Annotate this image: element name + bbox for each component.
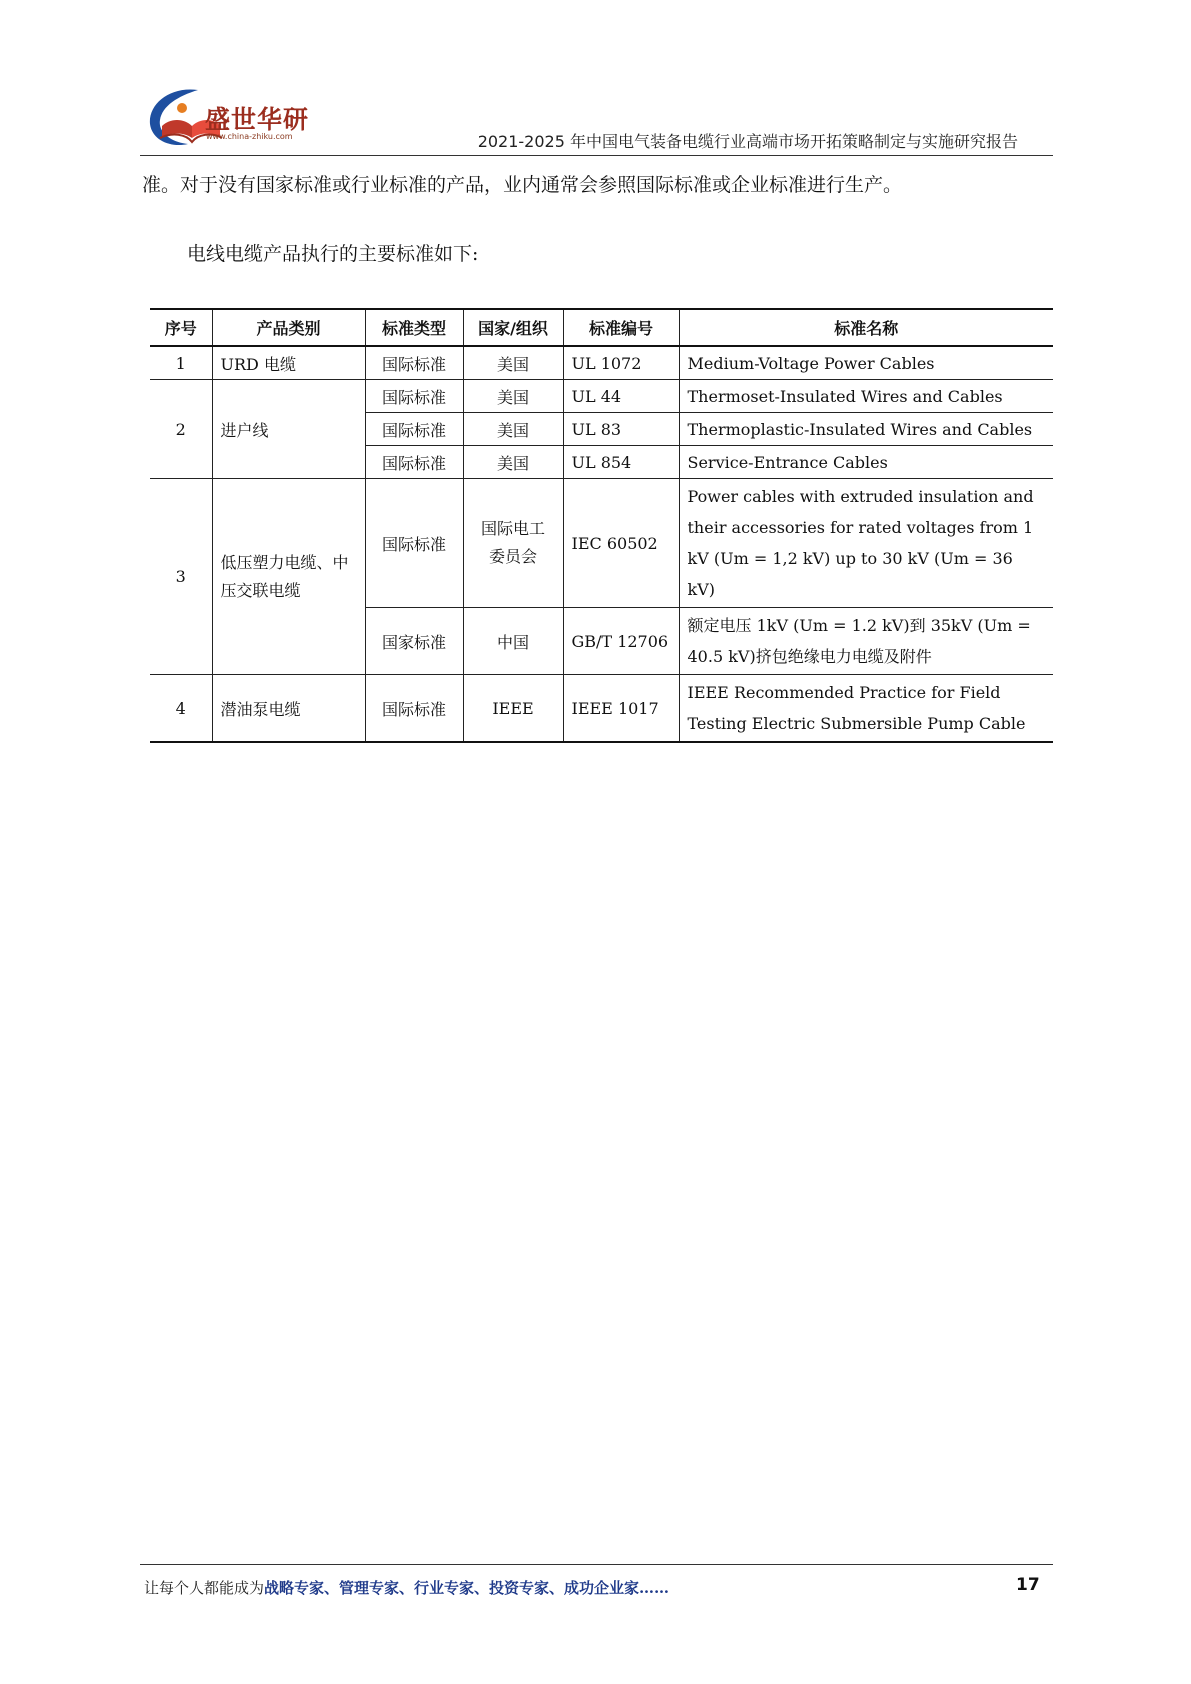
logo-text: 盛世华研 bbox=[205, 105, 310, 134]
cell-no: 3 bbox=[150, 479, 212, 675]
column-header: 标准编号 bbox=[563, 309, 679, 346]
cell-org: 中国 bbox=[463, 608, 563, 675]
table-header-row bbox=[150, 309, 1053, 346]
cell-name: Thermoplastic-Insulated Wires and Cables bbox=[679, 413, 1053, 446]
slogan-prefix: 让每个人都能成为 bbox=[144, 1579, 265, 1597]
page-header bbox=[0, 0, 1191, 160]
cell-type: 国际标准 bbox=[365, 413, 463, 446]
table-row bbox=[150, 380, 1053, 413]
column-header: 产品类别 bbox=[212, 309, 365, 346]
cell-category: 低压塑力电缆、中压交联电缆 bbox=[212, 479, 365, 675]
cell-type: 国际标准 bbox=[365, 380, 463, 413]
cell-code: UL 83 bbox=[563, 413, 679, 446]
column-header: 标准名称 bbox=[679, 309, 1053, 346]
cell-type: 国际标准 bbox=[365, 346, 463, 380]
cell-no: 2 bbox=[150, 380, 212, 479]
cell-code: IEC 60502 bbox=[563, 479, 679, 608]
cell-org: 美国 bbox=[463, 346, 563, 380]
cell-code: IEEE 1017 bbox=[563, 675, 679, 743]
cell-code: UL 1072 bbox=[563, 346, 679, 380]
cell-category: URD 电缆 bbox=[212, 346, 365, 380]
table-row bbox=[150, 346, 1053, 380]
logo-url: www.china-zhiku.com bbox=[206, 132, 293, 141]
cell-name: Medium-Voltage Power Cables bbox=[679, 346, 1053, 380]
cell-type: 国际标准 bbox=[365, 446, 463, 479]
cell-name: Power cables with extruded insulation and their accessories for rated voltages from 1 kV (Um = 1,2 kV) up to 30 kV (Um = 36 kV) bbox=[679, 479, 1053, 608]
cell-code: GB/T 12706 bbox=[563, 608, 679, 675]
table-intro: 电线电缆产品执行的主要标准如下: bbox=[187, 243, 479, 265]
cell-org: 美国 bbox=[463, 413, 563, 446]
cell-type: 国家标准 bbox=[365, 608, 463, 675]
cell-name: Service-Entrance Cables bbox=[679, 446, 1053, 479]
cell-type: 国际标准 bbox=[365, 479, 463, 608]
cell-category: 进户线 bbox=[212, 380, 365, 479]
cell-name: Thermoset-Insulated Wires and Cables bbox=[679, 380, 1053, 413]
column-header: 序号 bbox=[150, 309, 212, 346]
cell-name: 额定电压 1kV (Um = 1.2 kV)到 35kV (Um = 40.5 kV)挤包绝缘电力电缆及附件 bbox=[679, 608, 1053, 675]
slogan-highlight: 战略专家、管理专家、行业专家、投资专家、成功企业家…… bbox=[264, 1579, 670, 1597]
cell-type: 国际标准 bbox=[365, 675, 463, 743]
cell-org: 美国 bbox=[463, 446, 563, 479]
table-row bbox=[150, 675, 1053, 743]
header-divider bbox=[140, 155, 1053, 156]
cell-no: 1 bbox=[150, 346, 212, 380]
page-number: 17 bbox=[1016, 1575, 1040, 1595]
footer-slogan bbox=[144, 1577, 669, 1598]
column-header: 标准类型 bbox=[365, 309, 463, 346]
cell-category: 潜油泵电缆 bbox=[212, 675, 365, 743]
cell-name: IEEE Recommended Practice for Field Testing Electric Submersible Pump Cable bbox=[679, 675, 1053, 743]
table-row bbox=[150, 479, 1053, 608]
standards-table bbox=[150, 308, 1053, 743]
report-title: 2021-2025 年中国电气装备电缆行业高端市场开拓策略制定与实施研究报告 bbox=[477, 132, 1018, 151]
cell-org: 国际电工委员会 bbox=[463, 479, 563, 608]
cell-org: IEEE bbox=[463, 675, 563, 743]
cell-org: 美国 bbox=[463, 380, 563, 413]
column-header: 国家/组织 bbox=[463, 309, 563, 346]
cell-no: 4 bbox=[150, 675, 212, 743]
body-paragraph: 准。对于没有国家标准或行业标准的产品，业内通常会参照国际标准或企业标准进行生产。 bbox=[142, 174, 903, 196]
cell-code: UL 854 bbox=[563, 446, 679, 479]
cell-code: UL 44 bbox=[563, 380, 679, 413]
footer-divider bbox=[140, 1564, 1053, 1565]
